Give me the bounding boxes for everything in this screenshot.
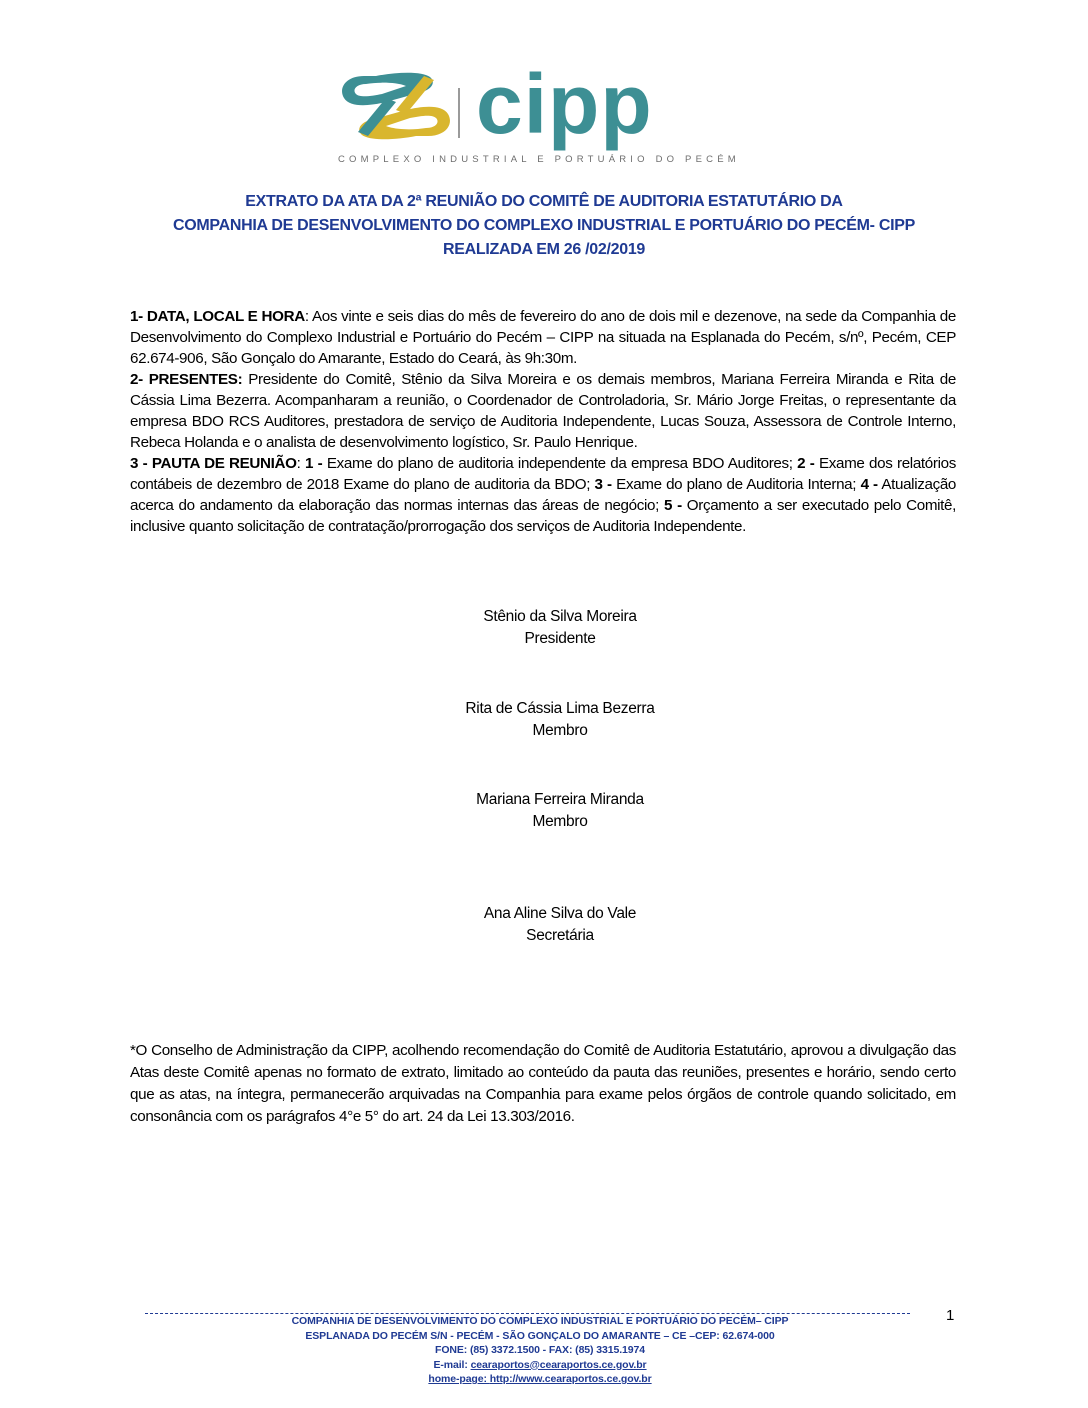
footer-homepage-label: home-page: — [428, 1373, 490, 1385]
signature-block-secretary — [360, 903, 760, 947]
agenda-item-4: Atualização acerca do andamento da elaboração das normas internas das áreas de negócio; — [130, 476, 957, 514]
section-3-sep: : — [296, 455, 306, 472]
cipp-emblem-icon — [336, 66, 456, 146]
section-3-heading: 3 - PAUTA DE REUNIÃO — [130, 455, 297, 472]
title-line-3: REALIZADA EM 26 /02/2019 — [442, 241, 646, 258]
cipp-logo — [336, 57, 756, 166]
logo-divider — [458, 88, 460, 138]
signatory-name: Mariana Ferreira Miranda — [476, 791, 644, 808]
signatory-name: Stênio da Silva Moreira — [483, 608, 637, 625]
section-1-heading: 1- DATA, LOCAL E HORA — [130, 308, 305, 325]
signature-block-member-1 — [360, 698, 760, 742]
title-line-1: EXTRATO DA ATA DA 2ª REUNIÃO DO COMITÊ DE AUDITORIA ESTATUTÁRIO DA — [245, 193, 843, 210]
footer-homepage-row — [240, 1372, 840, 1387]
signatory-role: Membro — [532, 722, 588, 739]
footer-homepage-link[interactable]: http://www.cearaportos.ce.gov.br — [489, 1373, 652, 1385]
signature-block-member-2 — [360, 789, 760, 833]
section-date-location — [130, 306, 956, 369]
section-2-text: Presidente do Comitê, Stênio da Silva Moreira e os demais membros, Mariana Ferreira Miranda e Rita de Cássia Lima Bezerra. Acompanharam a reunião, o Coordenador de Controladoria, Sr. Mário Jorge Freitas, o representante da empresa BDO RCS Auditores, prestadora de serviço de Auditoria Independente, Lucas Souza, Assessora de Controle Interno, Rebeca Holanda e o analista de desenvolvimento logístico, Sr. Paulo Henrique. — [130, 371, 956, 451]
section-2-heading: 2- PRESENTES: — [130, 371, 243, 388]
agenda-item-2: Exame dos relatórios contábeis de dezembro de 2018 Exame do plano de auditoria da BDO; — [130, 455, 956, 493]
disclosure-note: *O Conselho de Administração da CIPP, acolhendo recomendação do Comitê de Auditoria Estatutário, aprovou a divulgação das Atas deste Comitê apenas no formato de extrato, limitado ao conteúdo da pauta das reuniões, presentes e horário, sendo certo que as atas, na íntegra, permanecerão arquivadas na Companhia para exame pelos órgãos de controle quando solicitado, em consonância com os parágrafos 4°e 5° do art. 24 da Lei 13.303/2016. — [130, 1042, 956, 1125]
signatory-role: Membro — [532, 813, 588, 830]
footer-email-row — [240, 1358, 840, 1373]
signatory-name: Rita de Cássia Lima Bezerra — [465, 700, 655, 717]
signature-block-president — [360, 606, 760, 650]
footer-phone: FONE: (85) 3372.1500 - FAX: (85) 3315.1974 — [435, 1344, 645, 1356]
agenda-item-3: Exame do plano de Auditoria Interna; — [611, 476, 861, 493]
agenda-number-2: 2 - — [797, 455, 815, 472]
logo-wordmark: cipp — [476, 57, 653, 151]
footer-email-label: E-mail: — [433, 1358, 471, 1371]
section-agenda — [130, 453, 956, 537]
title-line-2: COMPANHIA DE DESENVOLVIMENTO DO COMPLEXO INDUSTRIAL E PORTUÁRIO DO PECÉM- CIPP — [173, 217, 915, 234]
section-attendees — [130, 369, 956, 453]
page-number: 1 — [946, 1307, 955, 1324]
document-title — [130, 190, 958, 262]
footer-email-link[interactable]: cearaportos@cearaportos.ce.gov.br — [470, 1358, 647, 1371]
section-1-text: : Aos vinte e seis dias do mês de fevereiro do ano de dois mil e dezenove, na sede da Companhia de Desenvolvimento do Complexo Industrial e Portuário do Pecém – CIPP na situada na Esplanada do Pecém, s/nº, Pecém, CEP 62.674-906, São Gonçalo do Amarante, Estado do Ceará, às 9h:30m. — [130, 308, 956, 367]
footer — [240, 1314, 840, 1387]
signatory-role: Secretária — [526, 927, 594, 944]
signatory-name: Ana Aline Silva do Vale — [483, 905, 637, 922]
agenda-number-3: 3 - — [594, 476, 612, 493]
logo-tagline: COMPLEXO INDUSTRIAL E PORTUÁRIO DO PECÉM — [338, 154, 740, 165]
agenda-number-4: 4 - — [860, 476, 878, 493]
agenda-item-5: Orçamento a ser executado pelo Comitê, inclusive quanto solicitação de contratação/prorrogação dos serviços de Auditoria Independente. — [130, 497, 956, 535]
footer-address: ESPLANADA DO PECÉM S/N - PECÉM - SÃO GONÇALO DO AMARANTE – CE –CEP: 62.674-000 — [305, 1329, 775, 1342]
signatory-role: Presidente — [524, 630, 596, 647]
footer-company: COMPANHIA DE DESENVOLVIMENTO DO COMPLEXO INDUSTRIAL E PORTUÁRIO DO PECÉM– CIPP — [291, 1315, 789, 1327]
agenda-item-1: Exame do plano de auditoria independente da empresa BDO Auditores; — [322, 455, 798, 472]
agenda-number-1: 1 - — [305, 455, 323, 472]
document-body — [130, 306, 956, 537]
agenda-number-5: 5 - — [663, 497, 682, 514]
